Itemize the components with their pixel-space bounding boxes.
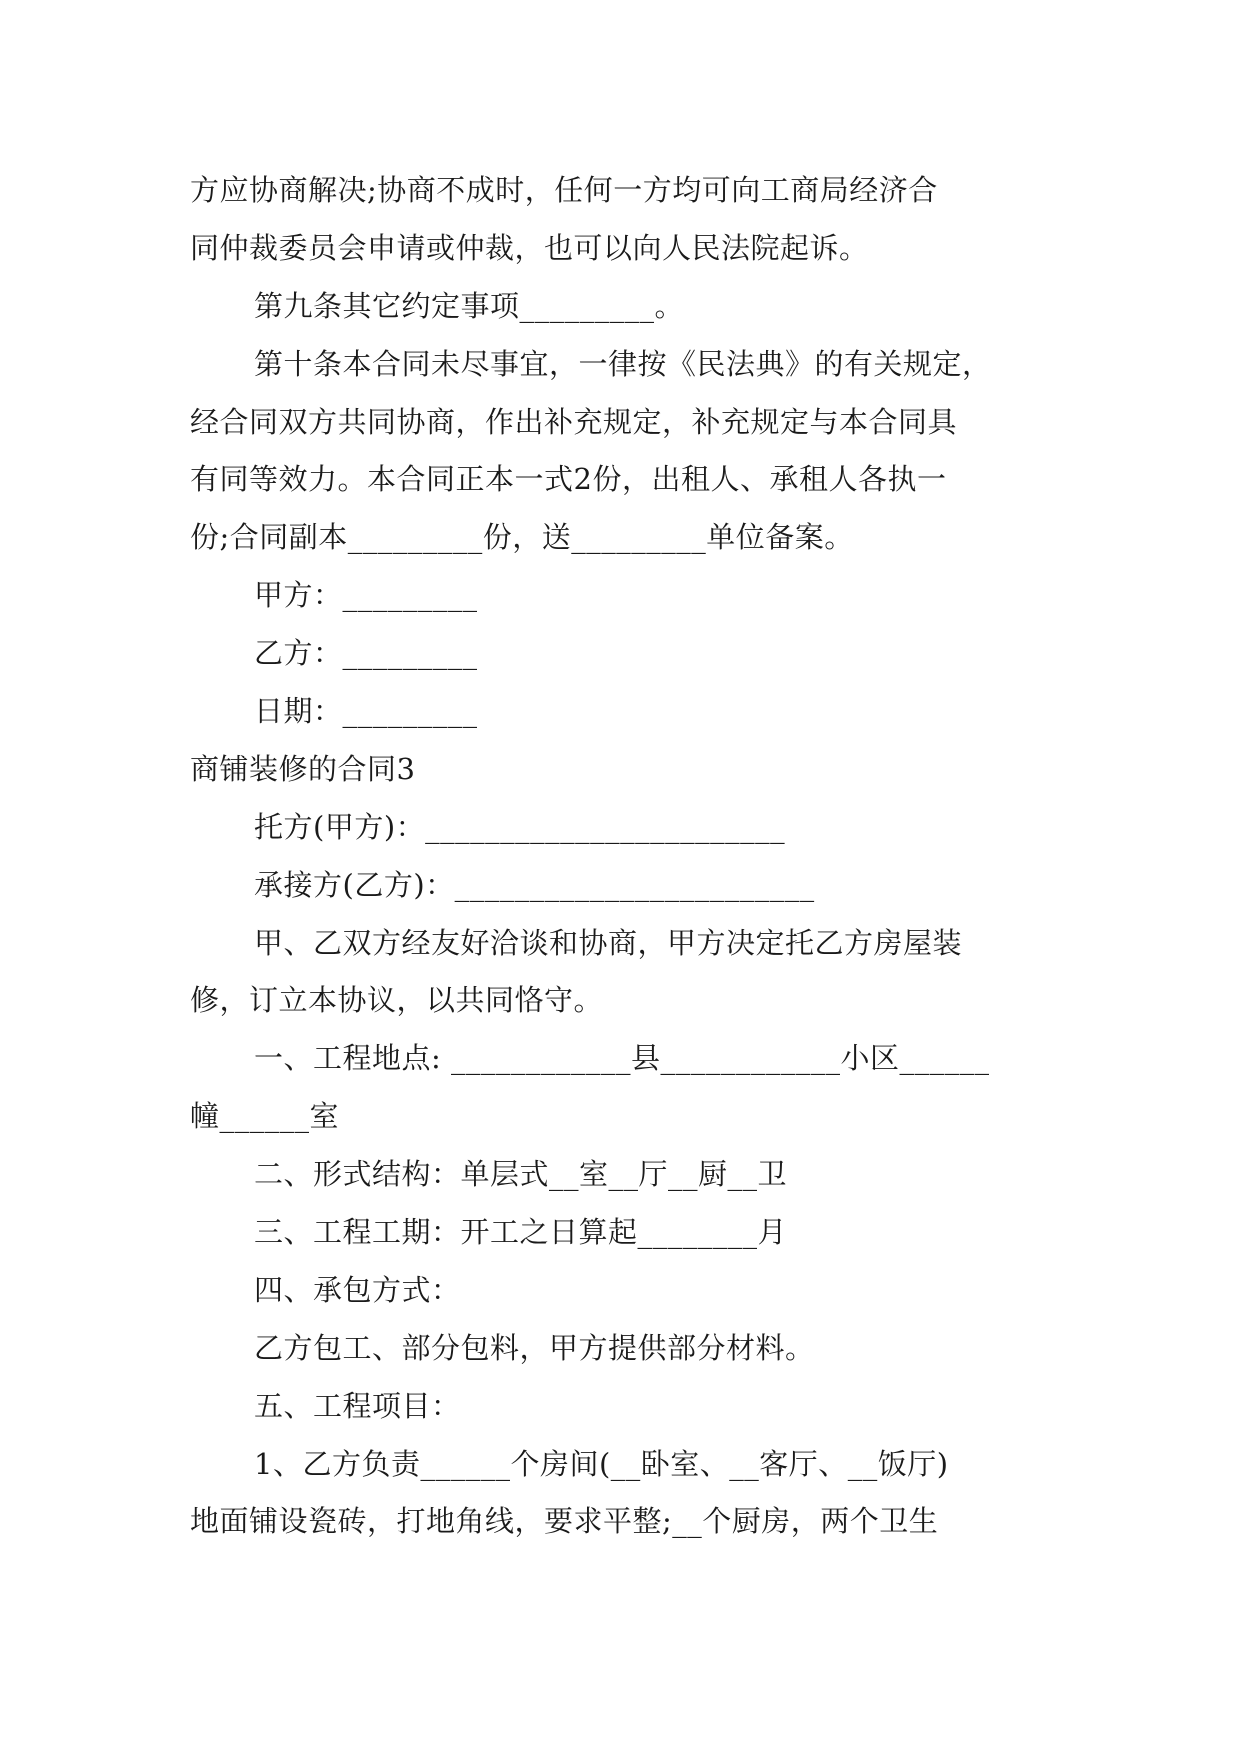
- text-line: 一、工程地点: ____________县____________小区______: [254, 1041, 990, 1076]
- text-line: 托方(甲方)：________________________: [254, 809, 786, 844]
- text-line: 1、乙方负责______个房间(__卧室、__客厅、__饭厅): [254, 1446, 949, 1481]
- document-page: [190, 162, 1050, 1551]
- text-line: 承接方(乙方)：________________________: [254, 867, 815, 902]
- text-line: 三、工程工期：开工之日算起________月: [254, 1215, 788, 1250]
- text-line: 同仲裁委员会申请或仲裁，也可以向人民法院起诉。: [190, 230, 869, 265]
- text-line: 经合同双方共同协商，作出补充规定，补充规定与本合同具: [190, 404, 958, 439]
- text-line: 乙方包工、部分包料，甲方提供部分材料。: [254, 1330, 815, 1365]
- signature-party-a: 甲方：_________: [254, 578, 478, 613]
- signature-party-b: 乙方：_________: [254, 636, 478, 671]
- signature-date: 日期：_________: [254, 694, 478, 729]
- text-line: 份;合同副本_________份，送_________单位备案。: [190, 520, 854, 555]
- text-line: 二、形式结构：单层式__室__厅__厨__卫: [254, 1157, 788, 1192]
- text-line: 有同等效力。本合同正本一式2份，出租人、承租人各执一: [190, 462, 947, 497]
- text-line: 方应协商解决;协商不成时，任何一方均可向工商局经济合: [190, 173, 938, 207]
- text-line: 地面铺设瓷砖，打地角线，要求平整;__个厨房，两个卫生: [190, 1504, 939, 1539]
- text-line: 幢______室: [190, 1099, 340, 1134]
- text-line: 甲、乙双方经友好洽谈和协商，甲方决定托乙方房屋装: [254, 925, 963, 960]
- text-line: 修，订立本协议，以共同恪守。: [190, 983, 604, 1018]
- text-line: 四、承包方式：: [254, 1272, 461, 1307]
- text-line: 第九条其它约定事项_________。: [254, 288, 685, 323]
- text-line: 五、工程项目：: [254, 1388, 461, 1423]
- text-line: 第十条本合同未尽事宜，一律按《民法典》的有关规定，: [254, 346, 992, 381]
- section-heading: 商铺装修的合同3: [190, 751, 416, 786]
